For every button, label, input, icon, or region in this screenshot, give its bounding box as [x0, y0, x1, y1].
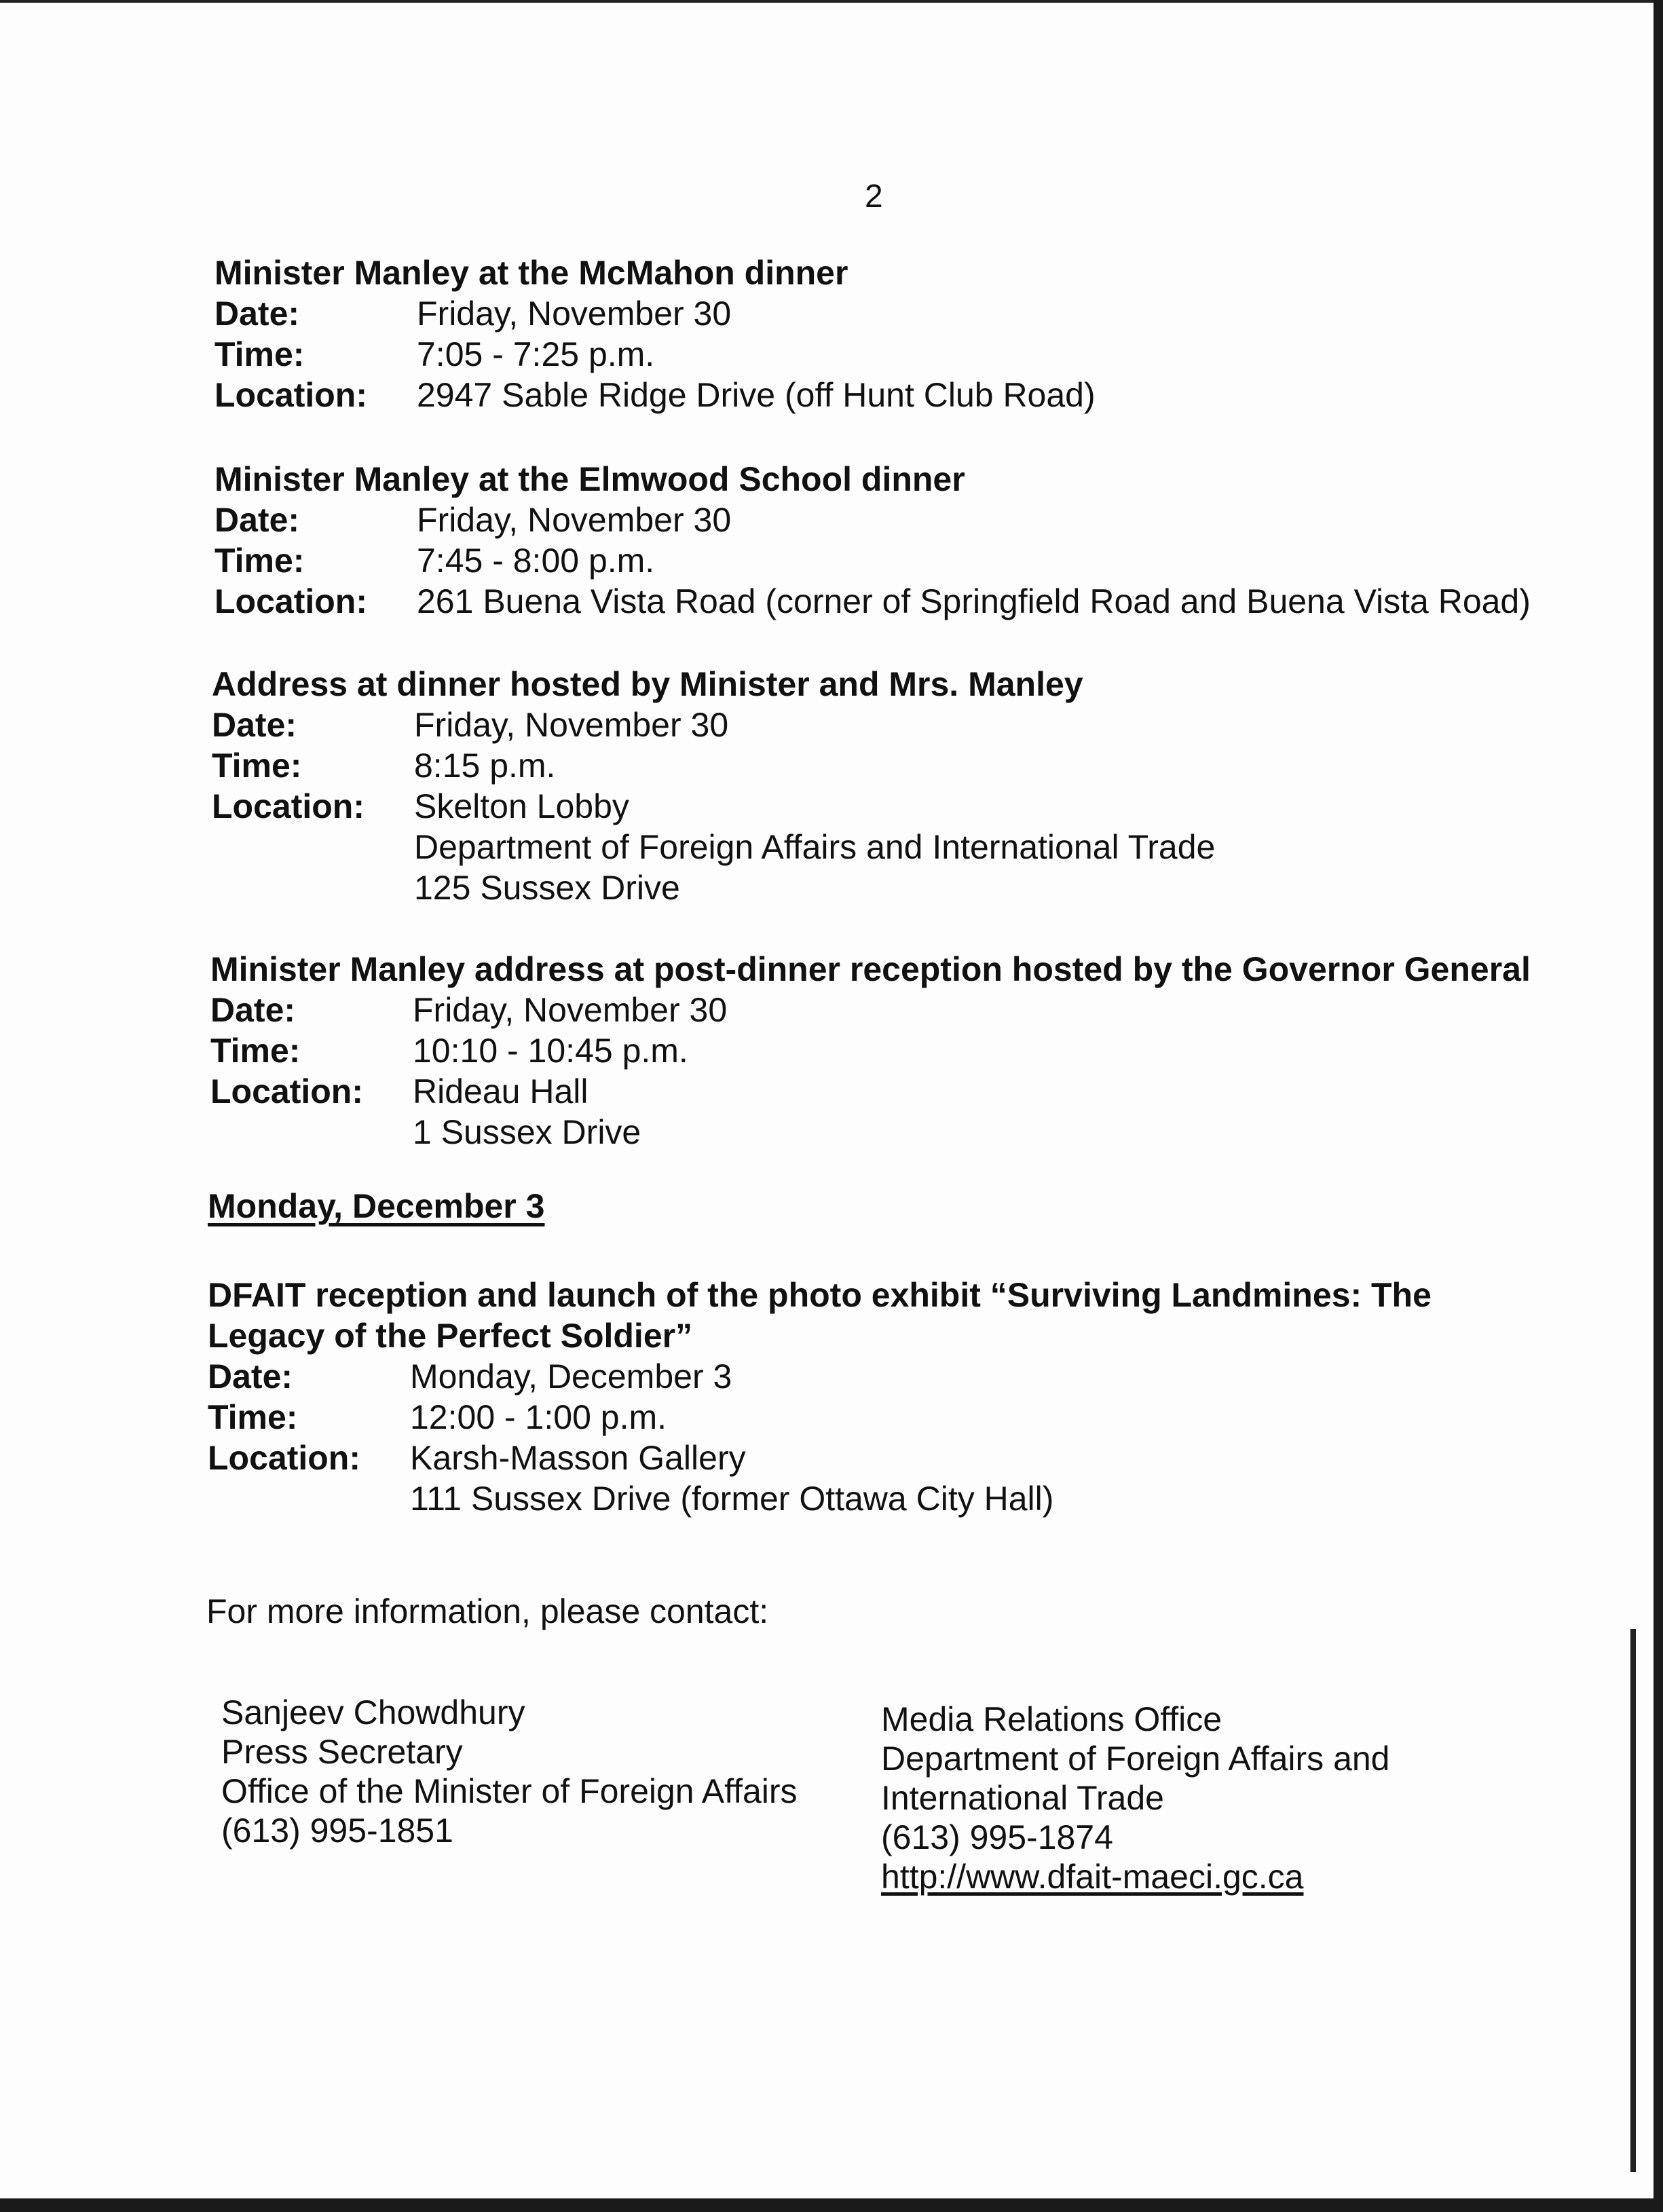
contact-line: Sanjeev Chowdhury [221, 1693, 525, 1731]
event-title: Address at dinner hosted by Minister and Mrs. Manley [212, 665, 1083, 703]
event-title-line-1: DFAIT reception and launch of the photo exhibit “Surviving Landmines: The [208, 1276, 1432, 1314]
time-label: Time: [214, 542, 305, 580]
event-manley-hosted-dinner [212, 664, 1663, 908]
date-row [212, 705, 1663, 745]
time-value: 10:10 - 10:45 p.m. [413, 1032, 688, 1070]
location-line: Karsh-Masson Gallery [410, 1439, 746, 1477]
date-label: Date: [208, 1357, 293, 1395]
location-label: Location: [210, 1072, 363, 1110]
scan-edge-top [0, 0, 1663, 3]
location-value: 261 Buena Vista Road (corner of Springfield Road and Buena Vista Road) [417, 582, 1531, 620]
contact-line: Office of the Minister of Foreign Affairs [221, 1772, 798, 1810]
scan-edge-right-inner [1630, 1629, 1636, 2172]
event-mcmahon-dinner [214, 252, 1663, 415]
location-line: 1 Sussex Drive [413, 1113, 641, 1151]
location-line: 111 Sussex Drive (former Ottawa City Hall) [410, 1480, 1054, 1518]
date-label: Date: [214, 295, 300, 333]
location-label: Location: [214, 582, 367, 620]
contact-line: Media Relations Office [881, 1700, 1222, 1738]
time-value: 7:45 - 8:00 p.m. [417, 542, 655, 580]
event-governor-general-reception [210, 949, 1663, 1152]
date-value: Friday, November 30 [414, 706, 729, 744]
date-label: Date: [214, 501, 300, 539]
time-value: 7:05 - 7:25 p.m. [417, 335, 655, 373]
website-link[interactable]: http://www.dfait-maeci.gc.ca [881, 1858, 1304, 1896]
location-label: Location: [212, 787, 365, 825]
event-title: Minister Manley at the Elmwood School dinner [214, 460, 965, 498]
time-label: Time: [212, 747, 302, 785]
location-row [210, 1071, 1663, 1152]
location-lines [414, 786, 1215, 908]
event-elmwood-dinner [214, 459, 1663, 622]
time-row [212, 745, 1663, 786]
time-label: Time: [210, 1032, 301, 1070]
location-line: 125 Sussex Drive [414, 869, 680, 907]
location-row [214, 581, 1663, 622]
time-row [214, 540, 1663, 581]
time-value: 12:00 - 1:00 p.m. [410, 1398, 667, 1436]
location-value: 2947 Sable Ridge Drive (off Hunt Club Road) [417, 376, 1096, 414]
location-row [208, 1438, 1663, 1519]
location-lines [410, 1438, 1053, 1519]
contact-line: (613) 995-1851 [221, 1812, 453, 1850]
date-row [208, 1356, 1663, 1397]
date-label: Date: [210, 991, 296, 1029]
date-row [214, 500, 1663, 540]
event-title-line-2: Legacy of the Perfect Soldier” [208, 1317, 693, 1355]
day-heading: Monday, December 3 [208, 1187, 545, 1225]
location-line: Department of Foreign Affairs and International Trade [414, 828, 1216, 866]
event-title: Minister Manley address at post-dinner reception hosted by the Governor General [210, 950, 1531, 988]
contact-line: Press Secretary [221, 1733, 463, 1771]
location-line: Rideau Hall [413, 1072, 588, 1110]
time-row [208, 1397, 1663, 1438]
contact-media-relations [881, 1700, 1390, 1896]
contact-line: (613) 995-1874 [881, 1818, 1113, 1856]
date-value: Monday, December 3 [410, 1357, 732, 1395]
date-row [210, 990, 1663, 1030]
time-label: Time: [208, 1398, 298, 1436]
date-row [214, 293, 1663, 334]
date-value: Friday, November 30 [417, 501, 732, 539]
location-label: Location: [208, 1439, 360, 1477]
time-row [210, 1030, 1663, 1071]
location-label: Location: [214, 376, 367, 414]
contact-line: International Trade [881, 1779, 1164, 1817]
location-row [214, 375, 1663, 415]
location-line: Skelton Lobby [414, 787, 629, 825]
time-row [214, 334, 1663, 375]
event-title: Minister Manley at the McMahon dinner [214, 254, 848, 292]
contact-press-secretary [221, 1693, 798, 1850]
location-lines [413, 1071, 641, 1152]
scan-edge-bottom [0, 2198, 1663, 2212]
date-label: Date: [212, 706, 297, 744]
time-label: Time: [214, 335, 305, 373]
location-row [212, 786, 1663, 908]
date-value: Friday, November 30 [413, 991, 728, 1029]
event-dfait-reception [208, 1275, 1663, 1519]
page-number: 2 [865, 179, 883, 214]
contact-line: Department of Foreign Affairs and [881, 1740, 1390, 1778]
date-value: Friday, November 30 [417, 295, 732, 333]
time-value: 8:15 p.m. [414, 747, 556, 785]
contact-intro: For more information, please contact: [206, 1592, 769, 1630]
